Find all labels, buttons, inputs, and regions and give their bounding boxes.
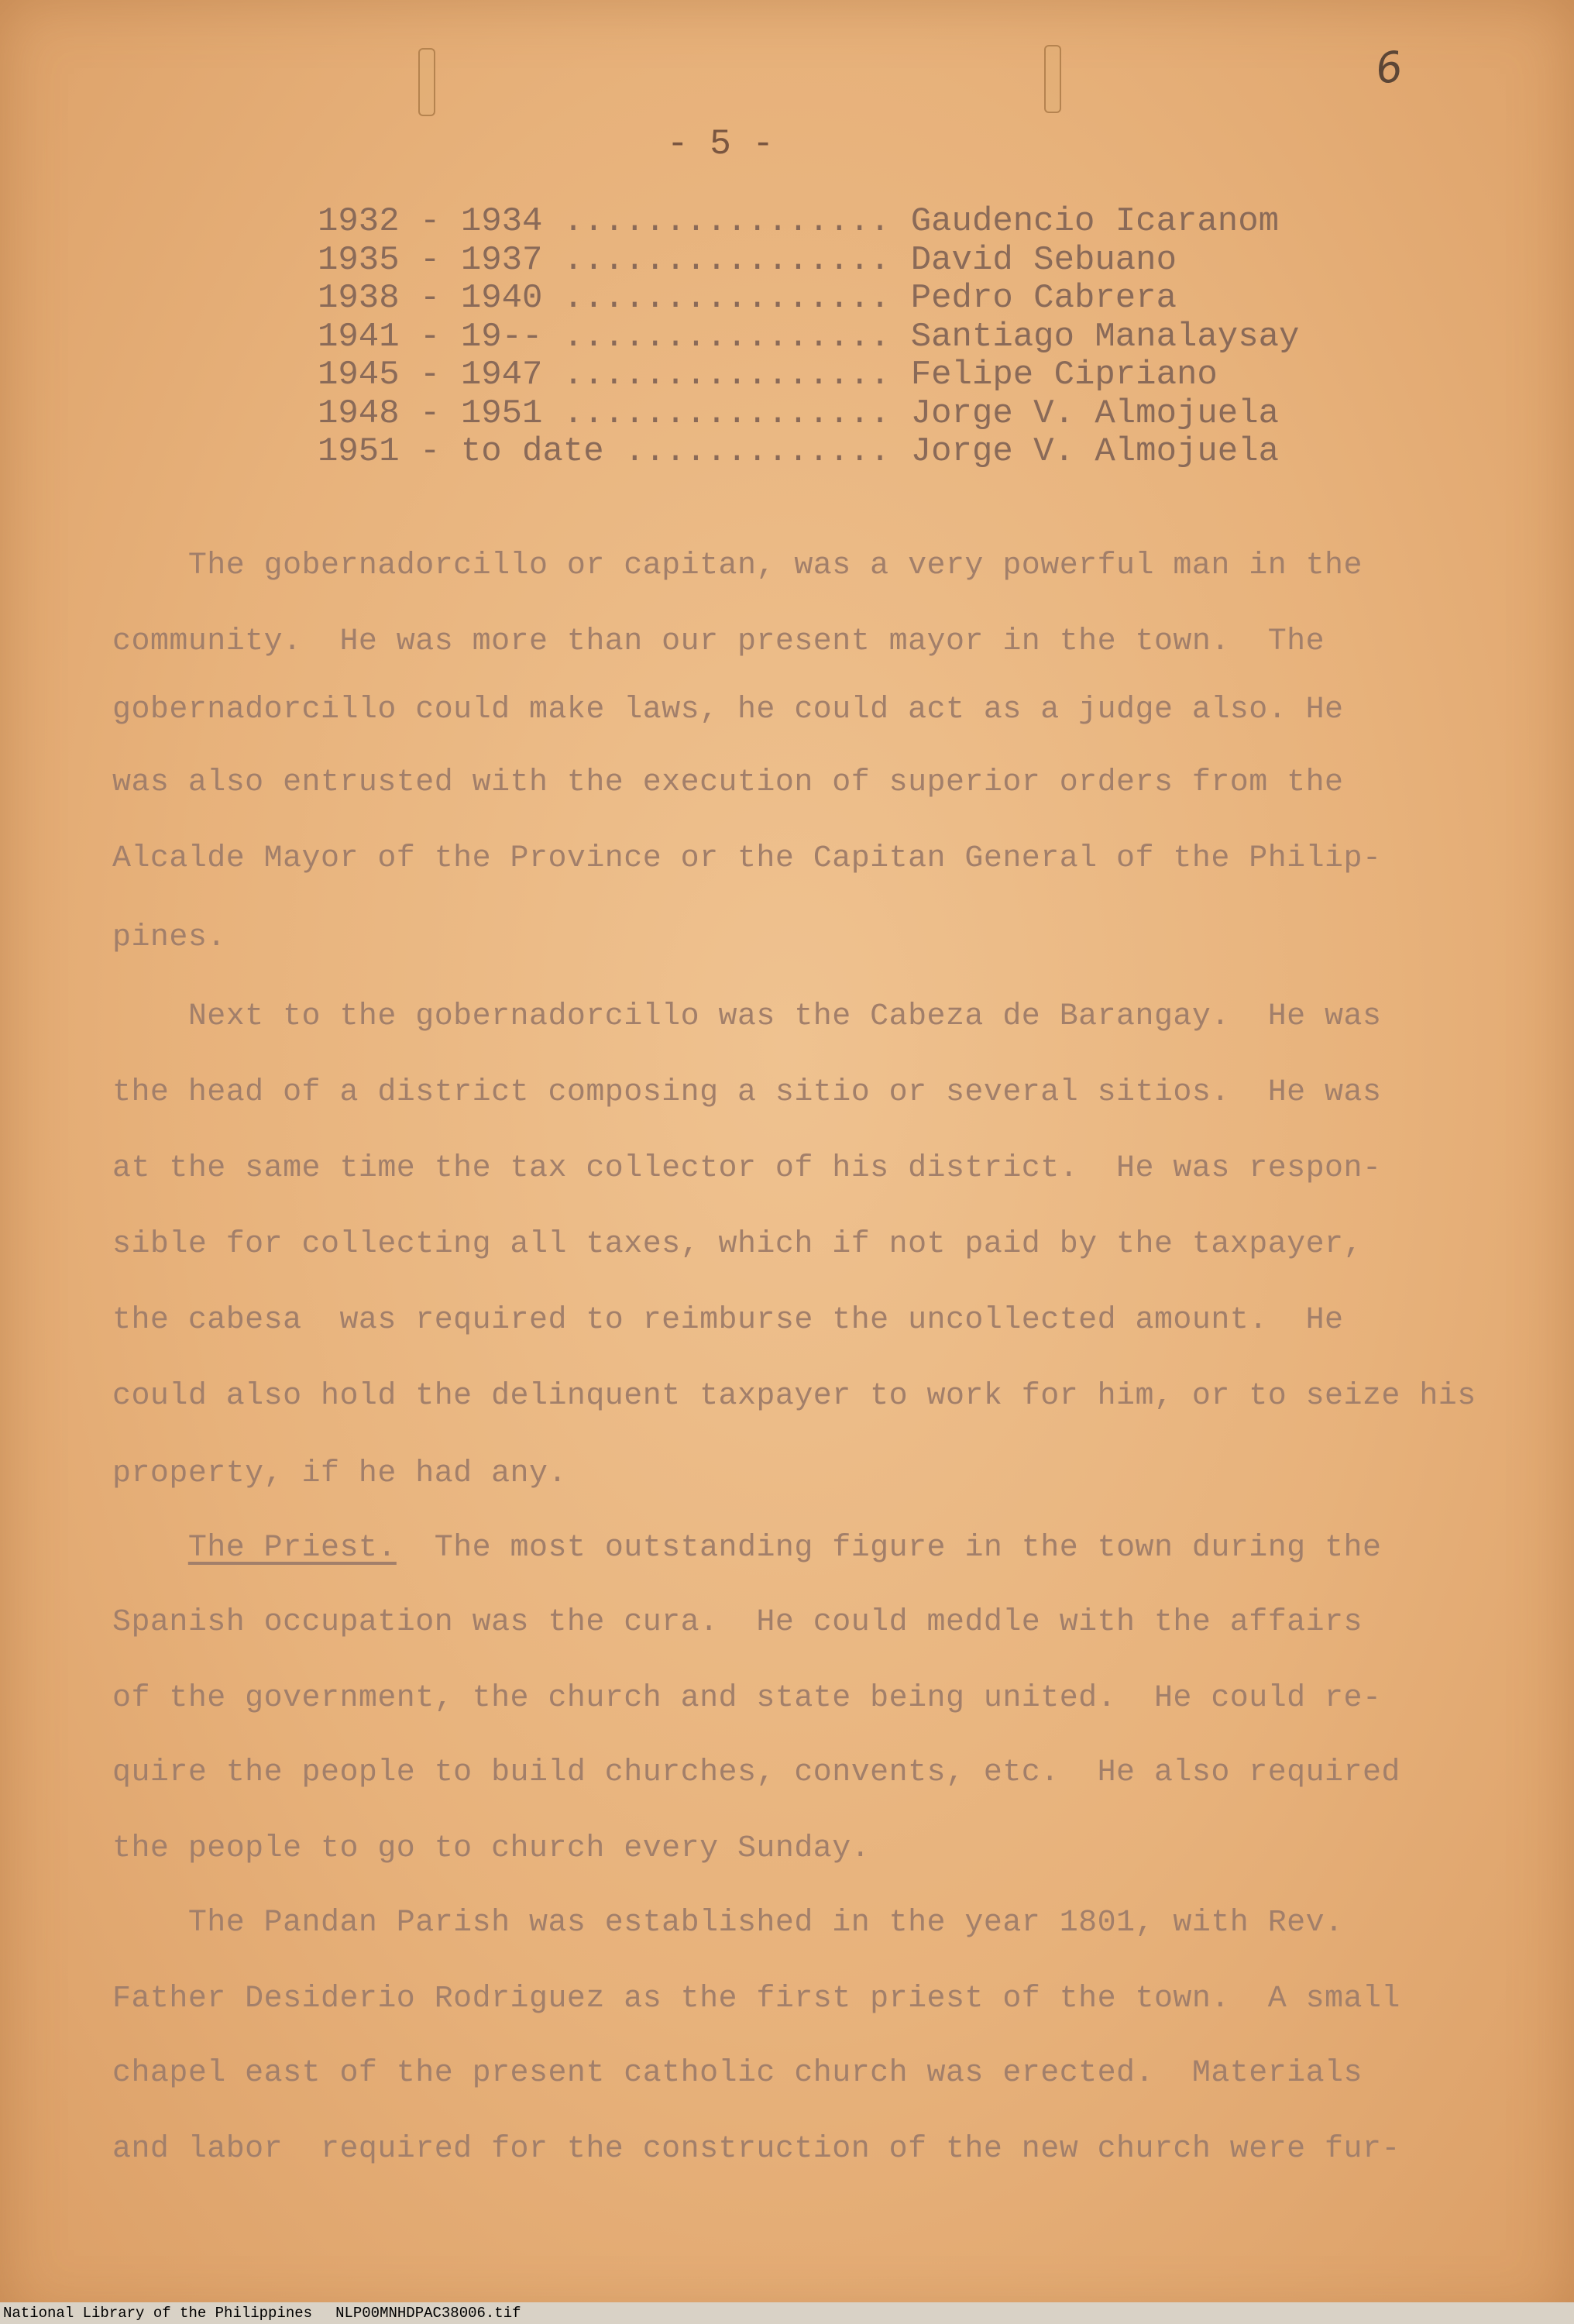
roster-period: 1941 - 19-- [318,317,543,356]
text-line: The Pandan Parish was established in the year 1801, with Rev. [112,1906,1344,1941]
text-line: the head of a district composing a sitio or several sitios. He was [112,1075,1382,1110]
text-line: chapel east of the present catholic church was erected. Materials [112,2056,1363,2091]
roster-period: 1948 - 1951 [318,394,543,433]
text-line: pines. [112,920,226,955]
text-line: the cabesa was required to reimburse the uncollected amount. He [112,1303,1344,1338]
text-line: Next to the gobernadorcillo was the Cabeza de Barangay. He was [112,999,1382,1034]
text-line: could also hold the delinquent taxpayer to work for him, or to seize his [112,1379,1476,1414]
roster-period: 1951 - to date [318,432,604,471]
text-line: Father Desiderio Rodriguez as the first priest of the town. A small [112,1982,1400,2016]
text-line [112,1531,1381,1566]
text-line: Alcalde Mayor of the Province or the Capitan General of the Philip- [112,841,1382,876]
handwritten-page-mark: 6 [1372,41,1406,95]
footer-institution: National Library of the Philippines [3,2305,313,2322]
text-line-rest: The most outstanding figure in the town during the [396,1531,1382,1566]
roster-row [318,433,1299,472]
roster-period: 1938 - 1940 [318,279,543,318]
section-heading: The Priest. [187,1531,397,1566]
text-line: The gobernadorcillo or capitan, was a very powerful man in the [112,548,1363,583]
staple-left [418,48,435,116]
roster-leader: ................ Santiago Manalaysay [562,317,1300,356]
text-line: of the government, the church and state being united. He could re- [112,1681,1382,1716]
text-line: the people to go to church every Sunday. [112,1831,871,1866]
footer-filename: NLP00MNHDPAC38006.tif [335,2305,521,2322]
roster-row [318,242,1299,280]
roster-period: 1935 - 1937 [318,240,543,280]
roster-row [318,280,1299,318]
text-line: quire the people to build churches, convents, etc. He also required [112,1755,1400,1790]
roster-leader: ................ Pedro Cabrera [562,279,1177,318]
page-number: - 5 - [666,124,775,164]
roster-leader: ............. Jorge V. Almojuela [624,432,1280,471]
text-line: gobernadorcillo could make laws, he could act as a judge also. He [112,693,1344,727]
text-line: at the same time the tax collector of his district. He was respon- [112,1151,1382,1186]
roster-row [318,356,1299,395]
text-line: sible for collecting all taxes, which if not paid by the taxpayer, [112,1227,1363,1262]
roster-row [318,395,1299,434]
roster-row [318,318,1299,357]
roster-period: 1945 - 1947 [318,356,543,394]
roster-period: 1932 - 1934 [318,202,543,241]
roster-leader: ................ Felipe Cipriano [562,356,1218,394]
scan-footer [0,2302,1574,2324]
text-line: property, if he had any. [112,1456,567,1491]
officials-roster [318,203,1299,472]
roster-leader: ................ David Sebuano [562,240,1177,280]
staple-right [1044,45,1061,113]
roster-leader: ................ Gaudencio Icaranom [562,202,1280,241]
roster-row [318,203,1299,242]
text-line: Spanish occupation was the cura. He could meddle with the affairs [112,1605,1363,1640]
text-line: was also entrusted with the execution of superior orders from the [112,765,1344,800]
roster-leader: ................ Jorge V. Almojuela [562,394,1280,433]
text-line: and labor required for the construction of the new church were fur- [112,2132,1400,2167]
text-line: community. He was more than our present mayor in the town. The [112,624,1325,659]
